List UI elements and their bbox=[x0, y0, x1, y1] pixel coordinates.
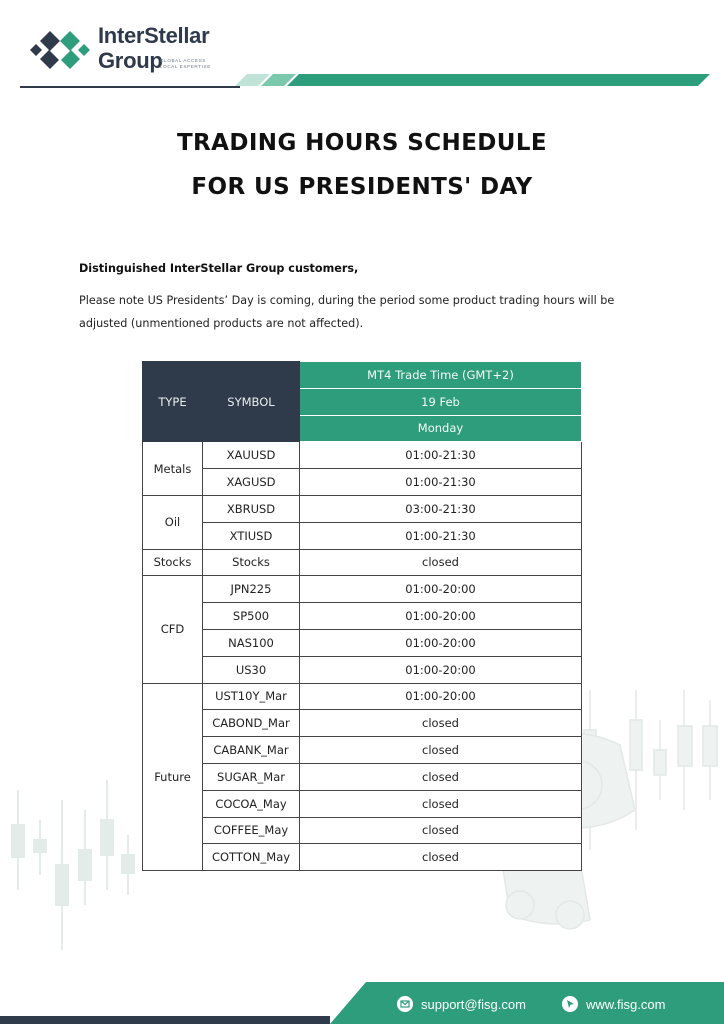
time-cell: 01:00-20:00 bbox=[300, 576, 582, 603]
symbol-cell: COFFEE_May bbox=[203, 817, 300, 844]
time-cell: 01:00-21:30 bbox=[300, 469, 582, 496]
trading-hours-table bbox=[142, 361, 582, 871]
footer-band bbox=[0, 960, 724, 1024]
brand-tagline-line1: GLOBAL ACCESS bbox=[160, 58, 206, 63]
table-row bbox=[143, 629, 582, 656]
table-row bbox=[143, 763, 582, 790]
symbol-cell: US30 bbox=[203, 656, 300, 683]
time-cell: 01:00-20:00 bbox=[300, 629, 582, 656]
time-cell: 01:00-20:00 bbox=[300, 603, 582, 630]
table-row bbox=[143, 737, 582, 764]
symbol-cell: XAUUSD bbox=[203, 442, 300, 469]
greeting: Distinguished InterStellar Group customers, bbox=[79, 262, 359, 275]
cursor-icon bbox=[562, 996, 578, 1012]
time-cell: closed bbox=[300, 737, 582, 764]
type-cell: CFD bbox=[143, 576, 203, 683]
table-row bbox=[143, 844, 582, 871]
time-cell: 03:00-21:30 bbox=[300, 495, 582, 522]
brand-name: InterStellar bbox=[98, 23, 210, 48]
symbol-cell: XTIUSD bbox=[203, 522, 300, 549]
time-cell: 01:00-20:00 bbox=[300, 656, 582, 683]
header-weekday: Monday bbox=[300, 415, 582, 442]
logo-icon bbox=[26, 27, 94, 73]
time-cell: closed bbox=[300, 763, 582, 790]
footer-website[interactable] bbox=[562, 996, 665, 1012]
symbol-cell: UST10Y_Mar bbox=[203, 683, 300, 710]
header-stripe bbox=[20, 73, 710, 89]
type-cell: Oil bbox=[143, 495, 203, 549]
page-title-line2: FOR US PRESIDENTS' DAY bbox=[191, 174, 533, 200]
type-cell: Metals bbox=[143, 442, 203, 496]
symbol-cell: XBRUSD bbox=[203, 495, 300, 522]
footer-email-text[interactable]: support@fisg.com bbox=[421, 996, 526, 1012]
table-header bbox=[143, 362, 582, 442]
time-cell: 01:00-21:30 bbox=[300, 522, 582, 549]
table-row bbox=[143, 576, 582, 603]
page-title-line1: TRADING HOURS SCHEDULE bbox=[176, 130, 548, 156]
footer-email[interactable] bbox=[397, 996, 526, 1012]
time-cell: 01:00-21:30 bbox=[300, 442, 582, 469]
mail-icon bbox=[397, 996, 413, 1012]
header-time-title: MT4 Trade Time (GMT+2) bbox=[300, 362, 582, 389]
time-cell: closed bbox=[300, 710, 582, 737]
symbol-cell: NAS100 bbox=[203, 629, 300, 656]
symbol-cell: Stocks bbox=[203, 549, 300, 576]
brand-tagline-line2: LOCAL EXPERTISE bbox=[160, 63, 211, 69]
time-cell: closed bbox=[300, 844, 582, 871]
type-cell: Stocks bbox=[143, 549, 203, 576]
symbol-cell: XAGUSD bbox=[203, 469, 300, 496]
table-row bbox=[143, 603, 582, 630]
symbol-cell: SP500 bbox=[203, 603, 300, 630]
table-row bbox=[143, 442, 582, 469]
table-row bbox=[143, 656, 582, 683]
candlestick-decoration bbox=[0, 780, 150, 960]
header-symbol: SYMBOL bbox=[203, 362, 300, 442]
symbol-cell: CABANK_Mar bbox=[203, 737, 300, 764]
table-row bbox=[143, 495, 582, 522]
brand-tagline bbox=[160, 58, 211, 69]
symbol-cell: JPN225 bbox=[203, 576, 300, 603]
time-cell: closed bbox=[300, 790, 582, 817]
footer-website-text[interactable]: www.fisg.com bbox=[586, 996, 666, 1012]
time-cell: 01:00-20:00 bbox=[300, 683, 582, 710]
table-row bbox=[143, 683, 582, 710]
symbol-cell: COCOA_May bbox=[203, 790, 300, 817]
header-type: TYPE bbox=[143, 362, 203, 442]
table-row bbox=[143, 522, 582, 549]
table-row bbox=[143, 549, 582, 576]
time-cell: closed bbox=[300, 817, 582, 844]
table-row bbox=[143, 469, 582, 496]
table-row bbox=[143, 790, 582, 817]
brand-name-group: Group bbox=[98, 48, 163, 73]
type-cell: Future bbox=[143, 683, 203, 871]
table-body bbox=[143, 442, 582, 871]
header-date: 19 Feb bbox=[300, 388, 582, 415]
table-row bbox=[143, 817, 582, 844]
table-row bbox=[143, 710, 582, 737]
symbol-cell: CABOND_Mar bbox=[203, 710, 300, 737]
symbol-cell: SUGAR_Mar bbox=[203, 763, 300, 790]
intro-paragraph: Please note US Presidents’ Day is coming, during the period some product trading hours will be adjusted (unmentioned products are not affected). bbox=[79, 294, 615, 330]
symbol-cell: COTTON_May bbox=[203, 844, 300, 871]
time-cell: closed bbox=[300, 549, 582, 576]
